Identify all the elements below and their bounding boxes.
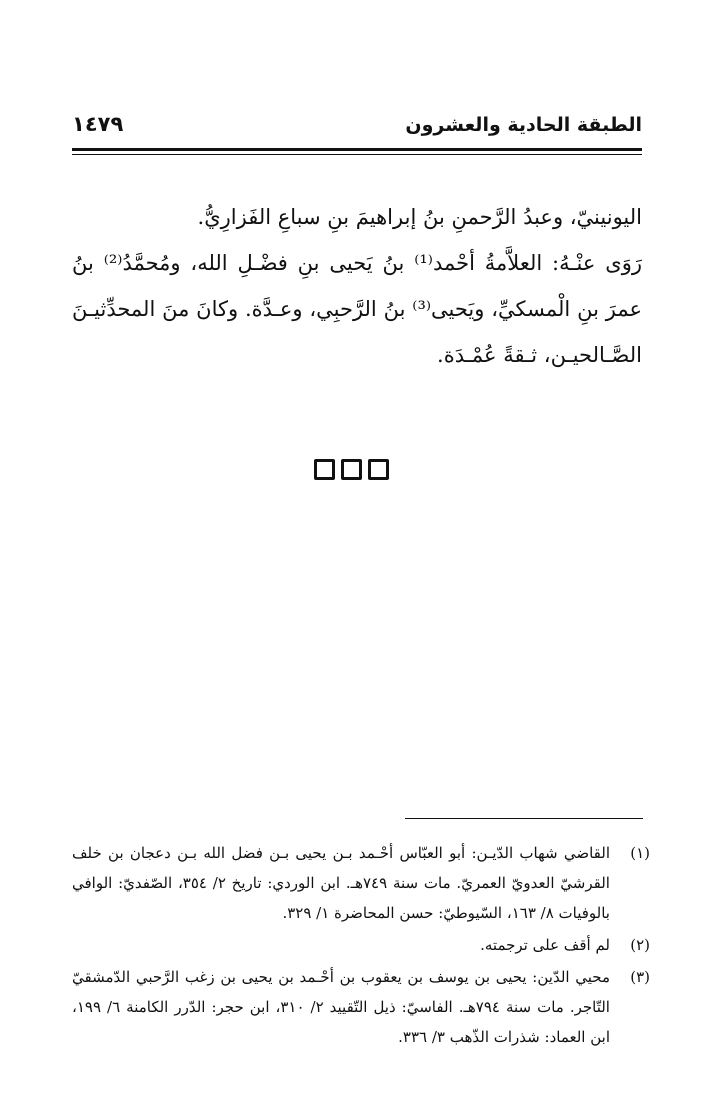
- footnote-item: [72, 930, 650, 960]
- footnote-text: لم أقف على ترجمته.: [480, 936, 610, 954]
- separator-square-icon: [314, 459, 335, 480]
- separator-square-icon: [368, 459, 389, 480]
- footnote-marker: (١): [630, 844, 650, 862]
- footnote-text: محيي الدّين: يحيى بن يوسف بن يعقوب بن أحْـمد بن يحيى بن زغب الرَّحبي الدّمشقيّ التّاجر. مات سنة ٧٩٤هـ. الفاسيّ: ذيل التّقييد ٢/ ٣١٠، ابن حجر: الدّرر الكامنة ٦/ ١٩٩، ابن العماد: شذرات الذّهب ٣/ ٣٣٦.: [72, 968, 610, 1046]
- paragraph: رَوَى عنْـهُ: العلاَّمةُ أحْمد⁽¹⁾ بنُ يَحيى بنِ فضْـلِ الله، ومُحمَّدُ⁽²⁾ بنُ عمرَ بنِ الْمسكيِّ، ويَحيى⁽³⁾ بنُ الرَّحبِي، وعـدَّة. وكانَ منَ المحدِّثيـنَ الصَّـالحيـن، ثـقةً عُمْـدَة.: [72, 251, 643, 367]
- page-number: ١٤٧٩: [72, 112, 124, 136]
- separator-square-icon: [341, 459, 362, 480]
- footnotes: [72, 838, 650, 1052]
- footnote-item: [72, 838, 650, 928]
- footnote-marker: (٢): [630, 936, 650, 954]
- footnote-item: [72, 962, 650, 1052]
- section-separator: [0, 459, 703, 484]
- running-title: الطبقة الحادية والعشرون: [405, 114, 642, 136]
- header-rule-thick: [72, 148, 642, 151]
- footnote-marker: (٣): [630, 968, 650, 986]
- footnote-text: القاضي شهاب الدّيـن: أبو العبّاس أحْـمد بـن يحيى بـن فضل الله بـن دعجان بن خلف القرشيّ العدويّ العمريّ. مات سنة ٧٤٩هـ. ابن الوردي: تاريخ ٢/ ٣٥٤، الصّفديّ: الوافي بالوفيات ٨/ ١٦٣، السّيوطيّ: حسن المحاضرة ١/ ٣٢٩.: [72, 844, 610, 922]
- page-header: [72, 112, 642, 144]
- paragraph: اليونينيّ، وعبدُ الرَّحمنِ بنُ إبراهيمَ بنِ سباعِ الفَزارِيُّ.: [197, 205, 642, 229]
- header-rule-thin: [72, 154, 642, 155]
- footnote-rule: [405, 818, 643, 819]
- main-text: [72, 194, 642, 378]
